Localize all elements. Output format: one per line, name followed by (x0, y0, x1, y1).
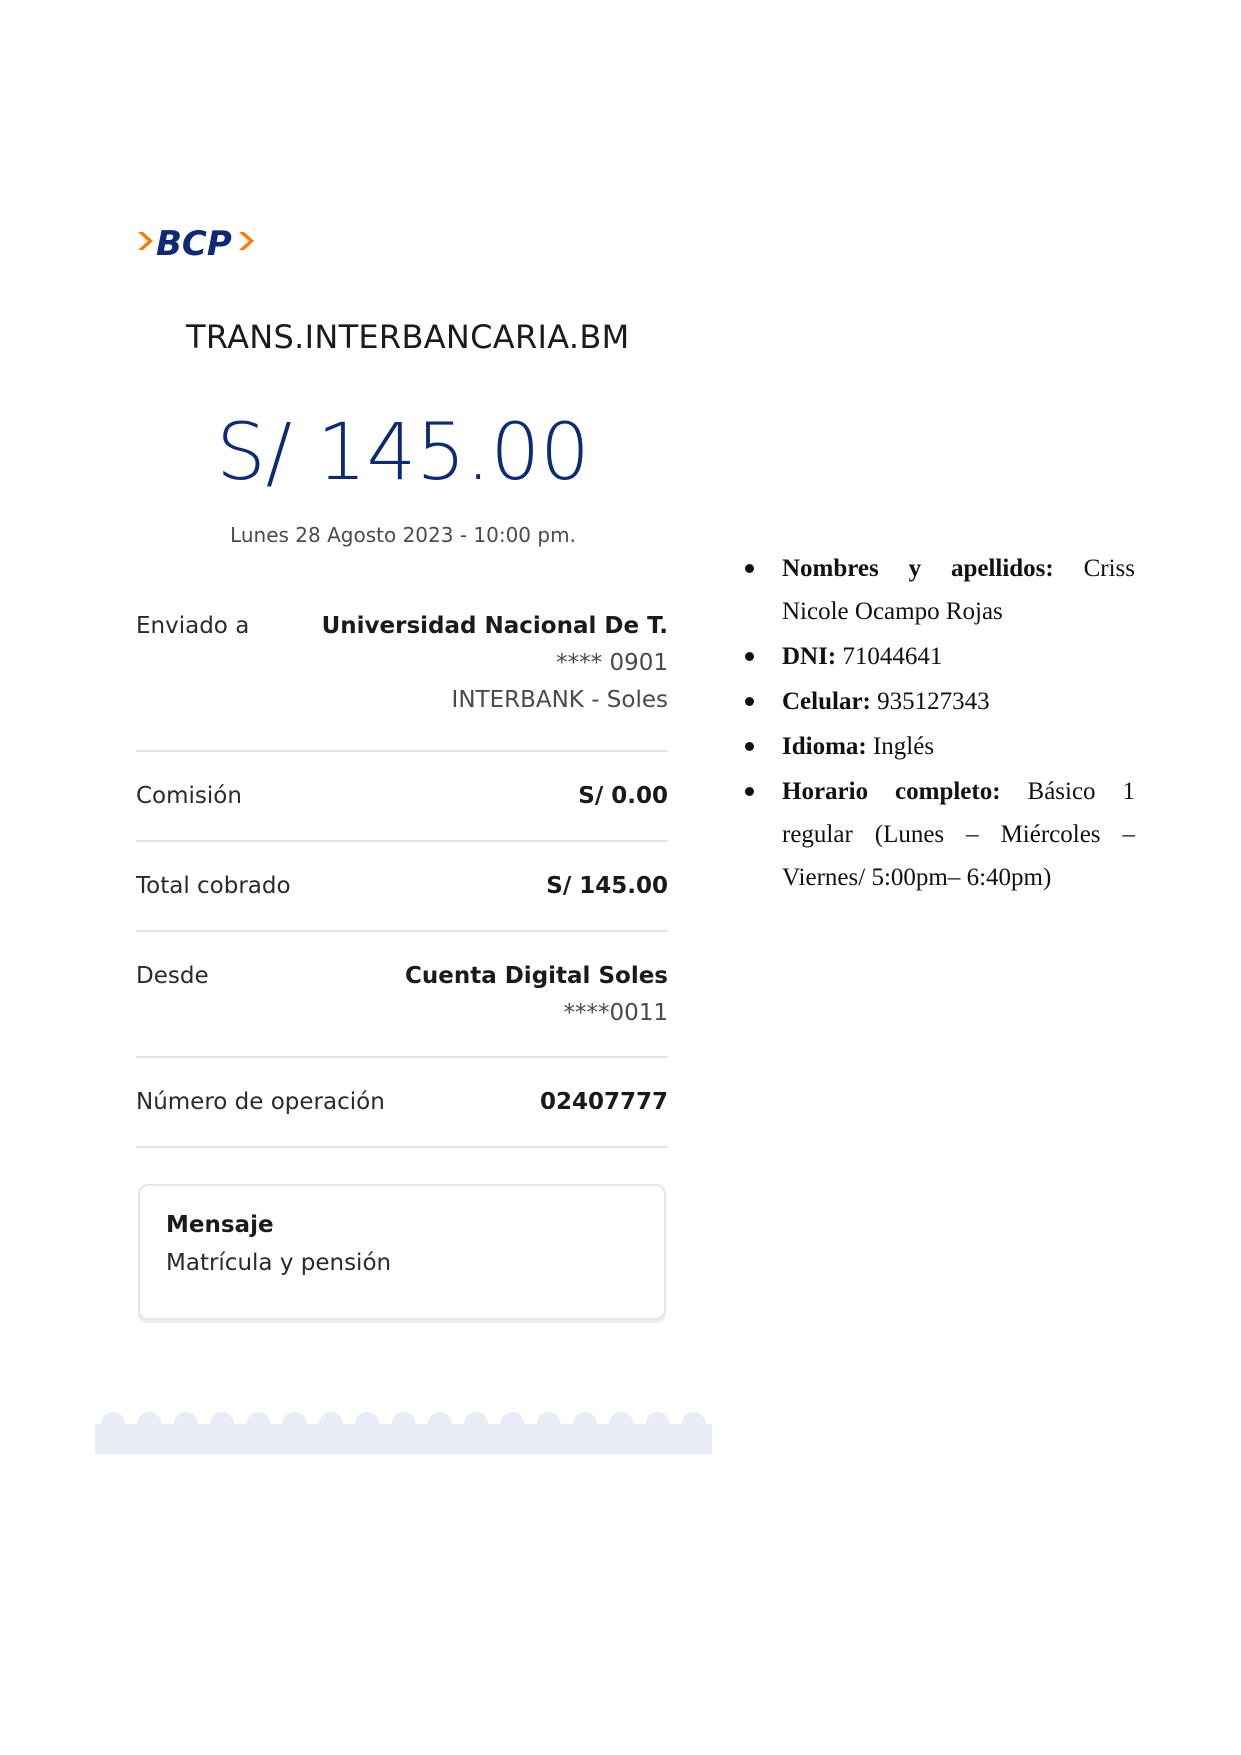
schedule-item (740, 770, 1135, 899)
language-label: Idioma: (782, 733, 867, 760)
recipient-account: **** 0901 (556, 650, 668, 676)
from-value (405, 958, 668, 1032)
total-label: Total cobrado (136, 872, 291, 899)
phone-label: Celular: (782, 688, 871, 715)
schedule-value: Básico 1 regular (Lunes – Miércoles – Viernes/ 5:00pm– 6:40pm) (782, 778, 1136, 891)
operation-row (136, 1058, 668, 1148)
from-row (136, 932, 668, 1058)
commission-value: S/ 0.00 (578, 782, 668, 809)
operation-number: 02407777 (539, 1088, 668, 1115)
student-info-list (740, 547, 1135, 901)
dni-label: DNI: (782, 643, 837, 670)
operation-label: Número de operación (136, 1088, 385, 1115)
total-row (136, 842, 668, 932)
language-item (740, 725, 1135, 768)
student-name-value: Criss Nicole Ocampo Rojas (782, 555, 1135, 625)
source-account-number: ****0011 (563, 1000, 668, 1026)
phone-item (740, 680, 1135, 723)
language-value: Inglés (872, 733, 935, 760)
student-name-label: Nombres y apellidos: (782, 555, 1054, 582)
recipient-name: Universidad Nacional De T. (321, 613, 668, 639)
transaction-title: TRANS.INTERBANCARIA.BM (186, 318, 630, 356)
source-account-name: Cuenta Digital Soles (404, 963, 668, 989)
bcp-logo (136, 222, 266, 264)
student-name-item (740, 547, 1135, 633)
sent-to-value (322, 608, 668, 719)
message-body: Matrícula y pensión (166, 1250, 392, 1276)
transaction-details (136, 608, 668, 1148)
from-label: Desde (136, 963, 209, 989)
commission-label: Comisión (136, 782, 242, 809)
sent-to-row (136, 608, 668, 752)
message-title: Mensaje (166, 1212, 274, 1238)
recipient-bank: INTERBANK - Soles (451, 687, 668, 713)
phone-value: 935127343 (877, 688, 990, 715)
schedule-label: Horario completo: (782, 778, 1001, 805)
amount: S/ 145.00 (216, 408, 590, 498)
commission-row (136, 752, 668, 842)
dni-item (740, 635, 1135, 678)
total-value: S/ 145.00 (546, 872, 668, 899)
svg-text:BCP: BCP (156, 224, 232, 264)
transaction-datetime: Lunes 28 Agosto 2023 - 10:00 pm. (230, 523, 576, 547)
receipt-torn-edge (95, 1408, 712, 1454)
dni-value: 71044641 (842, 643, 943, 670)
sent-to-label: Enviado a (136, 613, 250, 639)
message-box (138, 1184, 666, 1320)
